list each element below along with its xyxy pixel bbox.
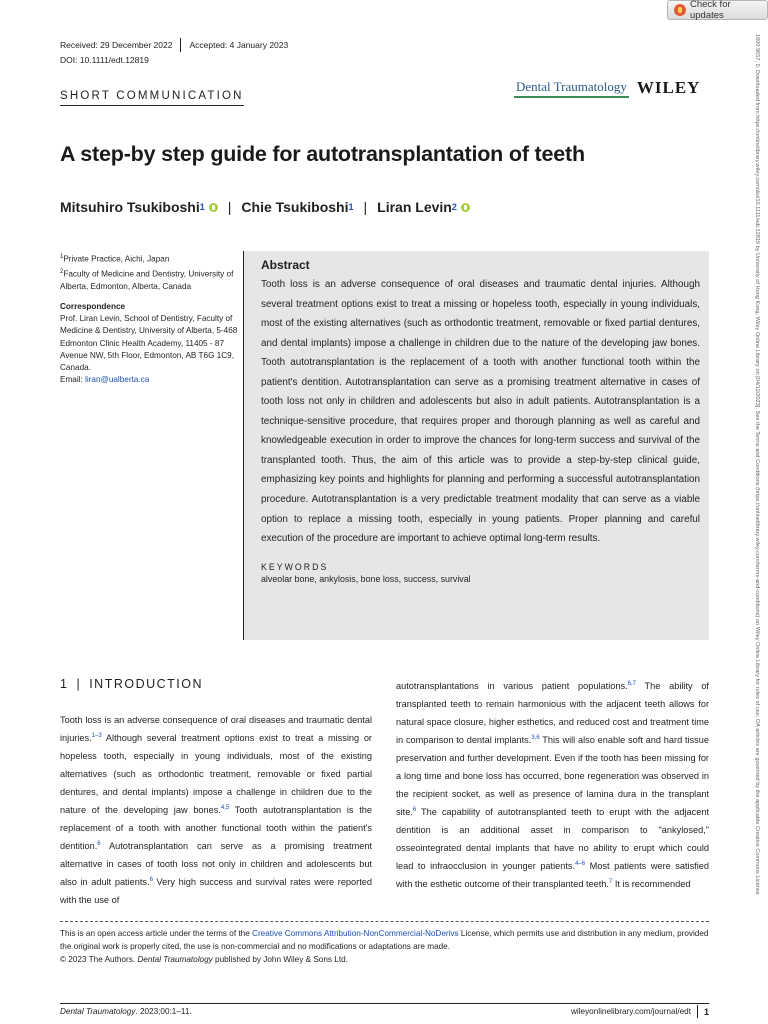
author-affiliation-sup: 2 [451, 202, 457, 212]
author-name[interactable]: Liran Levin [377, 199, 452, 215]
download-notice-text: 1600 9657, 0, Downloaded from https://onlinelibrary.wiley.com/doi/10.1111/edt.12819 by University of Hong Kong, Wiley Online Library on [04/12/2023]. See the Terms and Conditions (https://onlinelibrary.wiley.com/terms-and-conditions) on Wiley Online Library for rules of use; OA articles are governed by the applicable Creative Commons License [754, 34, 760, 895]
body-text: Although several treatment options exist to treat a missing or hopeless tooth, especially in young individuals, most of the existing alternatives (such as orthodontic treatment, removable or fixed partial dentures, and dental implants) impose a challenge in children due to the nature of the developing jaw bones. [60, 733, 372, 815]
check-for-updates-button[interactable] [667, 0, 768, 20]
abstract-box [243, 251, 709, 640]
affiliation-1 [60, 251, 238, 266]
page-number: 1 [703, 1006, 709, 1017]
orcid-icon[interactable] [461, 203, 470, 212]
body-text: The ability of transplanted teeth to remain harmonious with the adjacent teeth allows for natural space closure, higher esthetics, and reduced cost and treatment time in comparison to dental implants. [396, 681, 709, 745]
footer-right [571, 1005, 709, 1018]
crossmark-icon [674, 4, 686, 16]
body-text: Most patients were satisfied with the esthetic outcome of their transplanted teeth. [396, 861, 709, 889]
doi[interactable]: DOI: 10.1111/edt.12819 [60, 55, 149, 65]
affiliation-text: Faculty of Medicine and Dentistry, University of Alberta, Edmonton, Alberta, Canada [60, 269, 234, 291]
body-column-right [396, 677, 709, 893]
check-for-updates-label: Check for updates [689, 0, 731, 21]
download-notice-strip [742, 34, 768, 1014]
license-pre: This is an open access article under the terms of the [60, 929, 253, 938]
keywords: alveolar bone, ankylosis, bone loss, success, survival [261, 573, 471, 584]
footer-rule [60, 1003, 709, 1004]
article-meta [60, 38, 288, 65]
citation-ref[interactable]: 6 [149, 876, 153, 883]
affiliations [60, 251, 238, 387]
correspondence-heading: Correspondence [60, 302, 126, 312]
journal-url[interactable]: wileyonlinelibrary.com/journal/edt [570, 1007, 691, 1016]
citation-ref[interactable]: 7 [608, 878, 613, 885]
citation-ref[interactable]: 6 [412, 806, 417, 813]
correspondence-address: Prof. Liran Levin, School of Dentistry, Faculty of Medicine & Dentistry, University of Alberta, 5-468 Edmonton Clinic Health Academy, 11405 - 87 Avenue NW, 5th Floor, Edmonton, AB T6G 1C9, Canada. [60, 314, 238, 373]
journal-name: Dental Traumatology [514, 79, 629, 98]
license-link[interactable]: Creative Commons Attribution-NonCommercial-NoDerivs [252, 929, 459, 938]
meta-divider [180, 38, 181, 52]
copyright-pre: © 2023 The Authors. [60, 954, 138, 964]
author-divider: | [227, 199, 232, 215]
article-title: A step-by step guide for autotransplantation of teeth [60, 142, 585, 166]
publisher-logo: WILEY [636, 78, 701, 97]
section-type: SHORT COMMUNICATION [60, 90, 244, 106]
citation-ref[interactable]: 6,7 [627, 680, 636, 687]
author-name[interactable]: Chie Tsukiboshi [241, 199, 349, 215]
body-text: Tooth loss is an adverse consequence of oral diseases and traumatic dental injuries. [60, 715, 372, 743]
affiliation-2 [60, 266, 238, 293]
copyright-post: published by John Wiley & Sons Ltd. [212, 954, 348, 964]
author-list [60, 199, 470, 215]
body-text: It is recommended [612, 879, 691, 889]
email-link[interactable]: liran@ualberta.ca [85, 375, 150, 385]
citation-ref[interactable]: 3,6 [531, 734, 540, 741]
license-text [60, 928, 709, 954]
accepted-date: Accepted: 4 January 2023 [189, 40, 289, 50]
body-text: Very high success and survival rates were reported with the use of [60, 877, 372, 905]
section-divider: | [76, 677, 82, 691]
section-number: 1 [60, 677, 69, 691]
citation-ref[interactable]: 1–3 [91, 732, 102, 739]
author-affiliation-sup: 1 [199, 202, 205, 212]
abstract-heading: Abstract [261, 258, 310, 272]
author-affiliation-sup: 1 [348, 202, 354, 212]
section-heading [60, 677, 203, 691]
affiliation-sup: 1 [60, 254, 64, 260]
footer-journal: Dental Traumatology [60, 1007, 136, 1016]
footer-citation-text: . 2023;00:1–11. [135, 1007, 192, 1016]
citation-ref[interactable]: 6 [97, 840, 101, 847]
footer-citation [60, 1007, 192, 1016]
body-column-left [60, 711, 372, 909]
keywords-heading: KEYWORDS [261, 561, 329, 572]
body-text: This will also enable soft and hard tissue preservation and further development. Even if the tooth has been missing for a long time and bone loss has occurred, bone regeneration was observed in the recipient socket, as well as presence of lamina dura in the transplant site. [396, 735, 709, 817]
affiliation-sup: 2 [60, 268, 64, 275]
body-text: The capability of autotransplanted teeth to erupt with the adjacent dentition is an additional asset in comparison to "ankylosed," osseointegrated dental implants that have no ability to erupt which could lead to infraocclusion in younger patients. [396, 807, 709, 871]
body-text: Tooth autotransplantation is the replacement of a tooth with another functional tooth within the patient's dentition. [60, 805, 373, 851]
author-name[interactable]: Mitsuhiro Tsukiboshi [60, 199, 200, 215]
citation-ref[interactable]: 4,5 [220, 804, 230, 811]
affiliation-text: Private Practice, Aichi, Japan [63, 254, 170, 264]
copyright-journal: Dental Traumatology [137, 954, 213, 964]
license-post: License, which permits use and distribution in any medium, provided the original work is properly cited, the use is non-commercial and no modifications or adaptations are made. [60, 929, 709, 951]
abstract-text: Tooth loss is an adverse consequence of oral diseases and traumatic dental injuries. Although several treatment options exist to treat a missing or hopeless tooth, especially in young individuals, most of the existing alternatives (such as orthodontic treatment, removable or fixed partial dentures, and dental implants) impose a challenge in children due to the nature of the developing jaw bones. Tooth autotransplantation is the replacement of a tooth with another functional tooth within the patient's dentition. Autotransplantation can serve as a promising treatment alternative in cases of tooth loss not only in children and adolescents but also in adult patients. Autotransplantation is a technique-sensitive procedure, that requires proper and thorough planning as well as careful and knowledgeable execution in order to improve the chances for long-term success and survival of the transplanted tooth. Thus, the aim of this article was to provide a step-by-step clinical guide, emphasizing key points and highlights for planning and performing a successful autotransplantation procedure. Autotransplantation is a very predictable treatment modality that can serve as a viable option to replace a missing tooth, especially in young patients. Proper planning and careful execution of the procedure are important to achieve optimal long-term results. [261, 279, 700, 545]
section-title: INTRODUCTION [89, 677, 204, 691]
email-label: Email: [60, 375, 86, 385]
author-divider: | [363, 199, 368, 215]
copyright [60, 954, 709, 967]
orcid-icon[interactable] [209, 203, 218, 212]
received-date: Received: 29 December 2022 [60, 40, 173, 50]
body-text: autotransplantations in various patient populations. [396, 681, 628, 691]
footer-divider [697, 1005, 698, 1018]
citation-ref[interactable]: 4–6 [575, 860, 586, 867]
body-text: Autotransplantation can serve as a promising treatment alternative in cases of tooth loss not only in children and adolescents but also in adult patients. [60, 841, 372, 887]
journal-logo[interactable] [514, 78, 700, 98]
license-notice [60, 921, 709, 966]
correspondence-email [60, 374, 238, 386]
